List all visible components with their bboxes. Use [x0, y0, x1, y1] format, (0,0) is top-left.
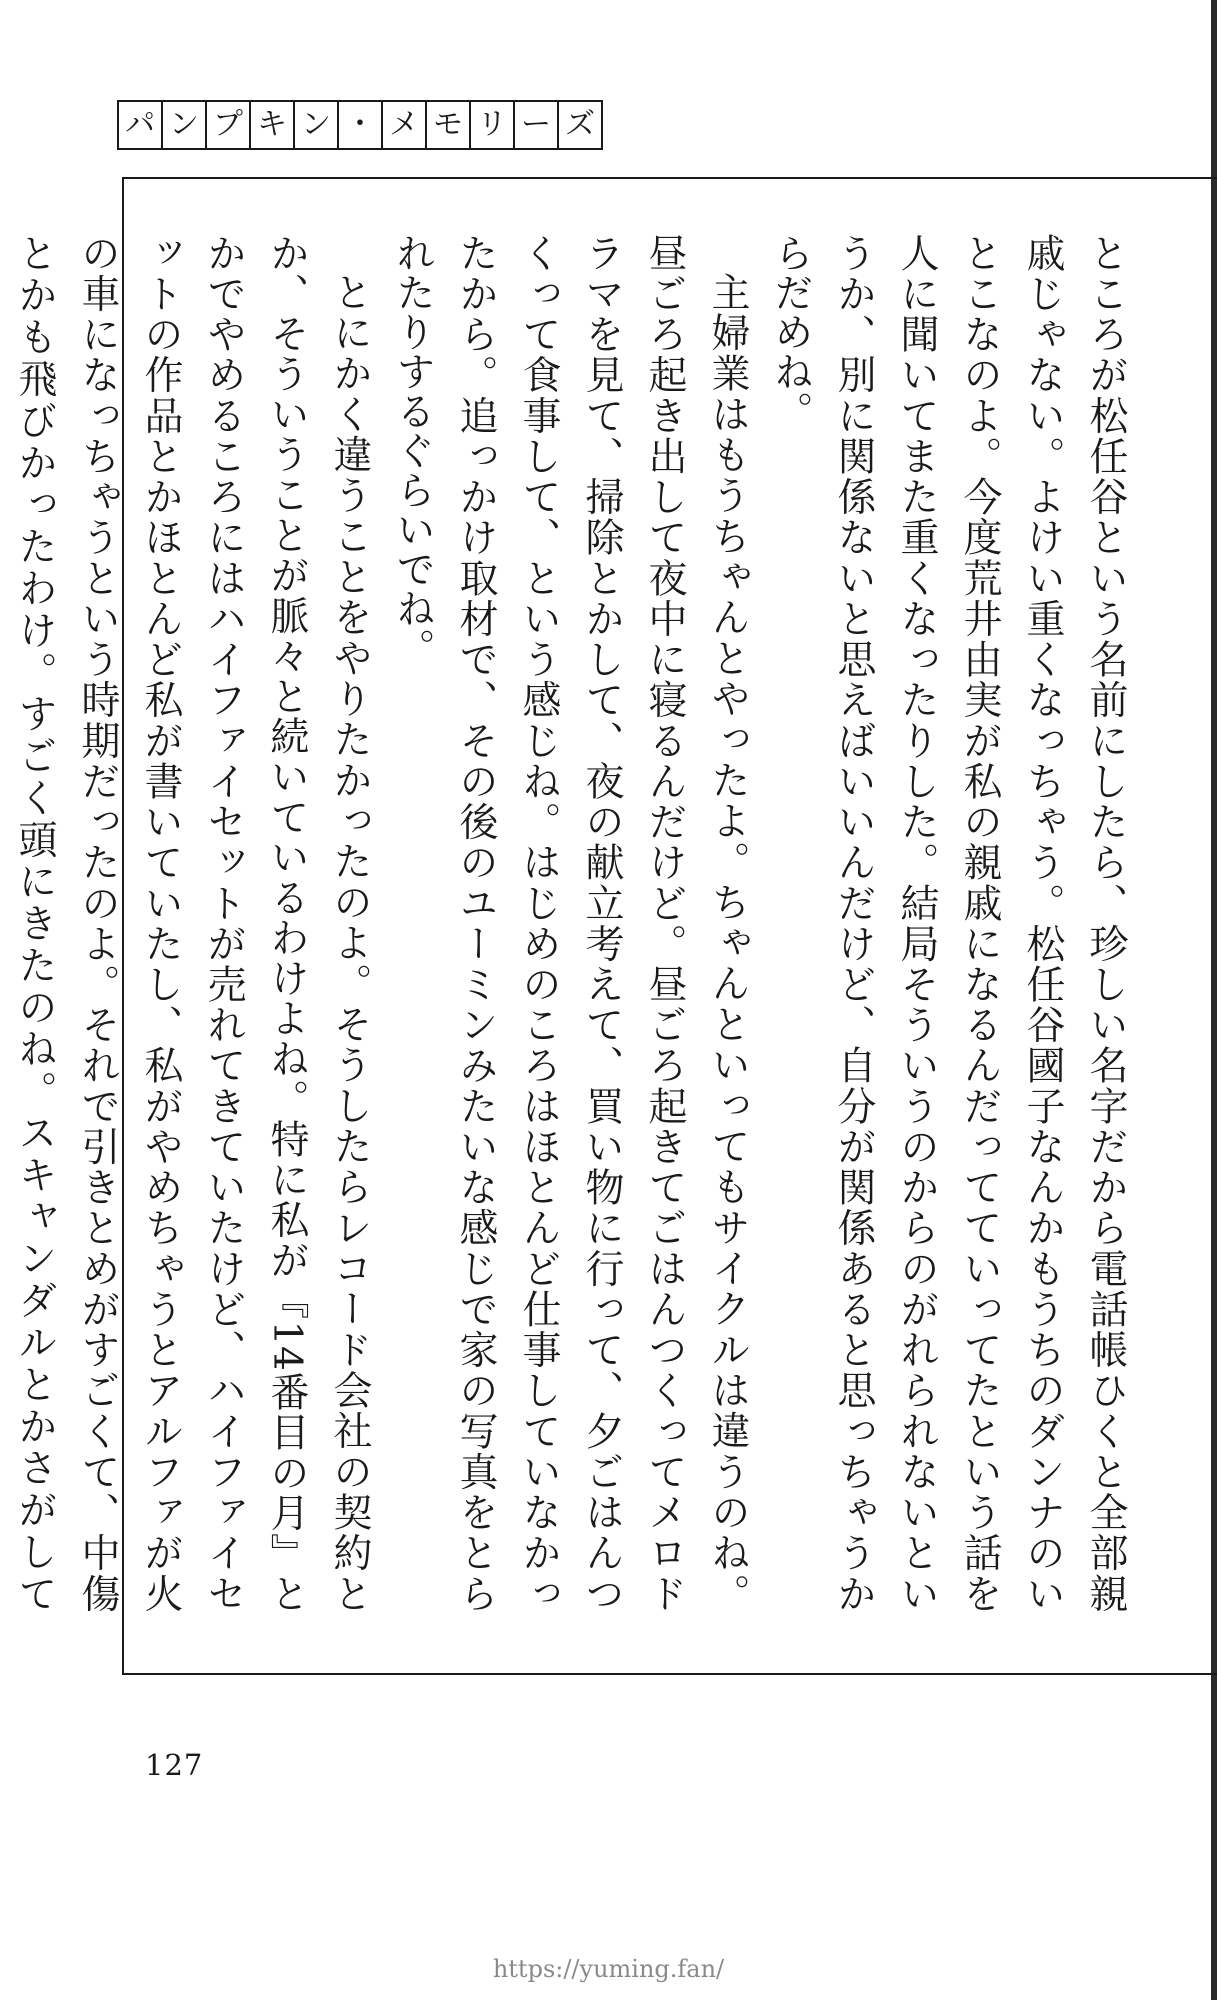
- title-char: ー: [515, 102, 559, 148]
- title-char: メ: [383, 102, 427, 148]
- paragraph: 主婦業はもうちゃんとやったよ。ちゃんといってもサイクルは違うのね。昼ごろ起き出して夜中に寝るんだけど。昼ごろ起きてごはんつくってメロドラマを見て、掃除とかして、夜の献立考えて、買い物に行って、夕ごはんつくって食事して、という感じね。はじめのころはほとんど仕事していなかったから。追っかけ取材で、その後のユーミンみたいな感じで家の写真をとられたりするぐらいでね。: [390, 233, 750, 1614]
- title-char: パ: [119, 102, 163, 148]
- title-char: プ: [207, 102, 251, 148]
- title-char: ン: [295, 102, 339, 148]
- title-char: リ: [471, 102, 515, 148]
- page-number: 127: [145, 1748, 204, 1782]
- title-char: キ: [251, 102, 295, 148]
- paragraph: ところが松任谷という名前にしたら、珍しい名字だから電話帳ひくと全部親戚じゃない。よけい重くなっちゃう。松任谷國子なんかもうちのダンナのいとこなのよ。今度荒井由実が私の親戚になるんだってていってたという話を人に聞いてまた重くなったりした。結局そういうのからのがれられないというか、別に関係ないと思えばいいんだけど、自分が関係あると思っちゃうからだめね。: [768, 233, 1128, 1614]
- paragraph: とにかく違うことをやりたかったのよ。そうしたらレコード会社の契約とか、そういうことが脈々と続いているわけよね。特に私が『14番目の月』とかでやめるころにはハイファイセットが売れてきていたけど、ハイファイセットの作品とかほとんど私が書いていたし、私がやめちゃうとアルファが火の車になっちゃうという時期だったのよ。それで引きとめがすごくて、中傷とかも飛びかったわけ。すごく頭にきたのね。スキャンダルとかさがして: [12, 233, 372, 1613]
- title-char: モ: [427, 102, 471, 148]
- body-text: [0, 233, 1137, 1613]
- text-frame: [12, 177, 1217, 1675]
- title-char: ズ: [559, 102, 603, 148]
- watermark-link[interactable]: https://yuming.fan/: [492, 1955, 725, 1983]
- title-char: ・: [339, 102, 383, 148]
- running-title: [117, 100, 603, 150]
- title-char: ン: [163, 102, 207, 148]
